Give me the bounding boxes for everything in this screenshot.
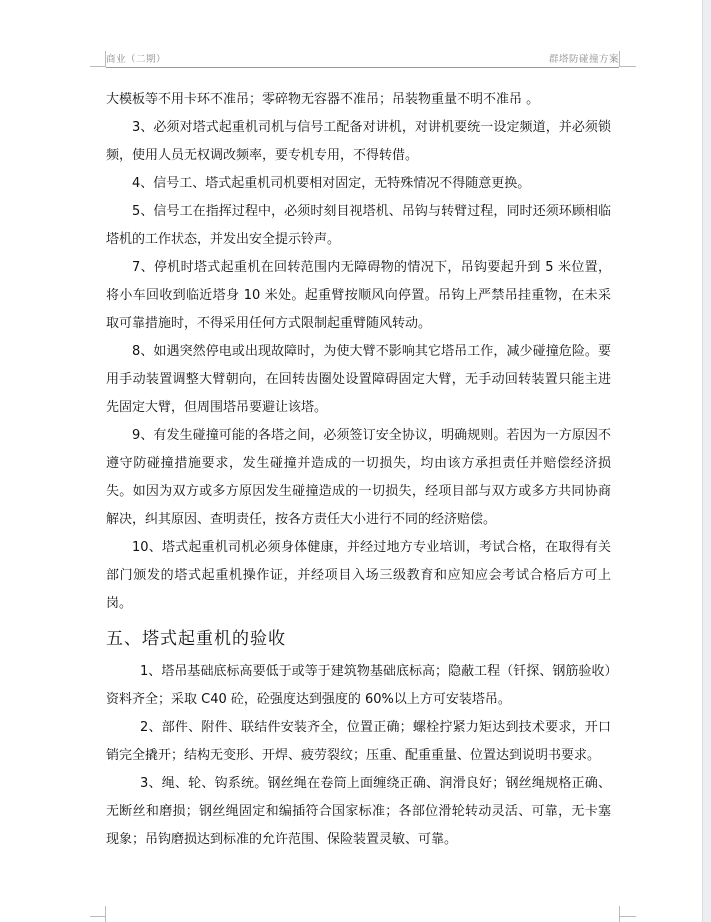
paragraph-item-10: 10、塔式起重机司机必须身体健康，并经过地方专业培训，考试合格，在取得有关部门颁发的塔式起重机操作证，并经项目入场三级教育和应知应会考试合格后方可上岗。 bbox=[106, 540, 611, 611]
paragraph-item-9: 9、有发生碰撞可能的各塔之间，必须签订安全协议，明确规则。若因为一方原因不遵守防碰撞措施要求，发生碰撞并造成的一切损失，均由该方承担责任并赔偿经济损失。如因为双方或多方原因发生碰撞造成的一切损失，经项目部与双方或多方共同协商解决，纠其原因、查明责任，按各方责任大小进行不同的经济赔偿。 bbox=[106, 428, 611, 527]
paragraph-item-7: 7、停机时塔式起重机在回转范围内无障碍物的情况下，吊钩要起升到 5 米位置，将小车回收到临近塔身 10 米处。起重臂按顺风向停置。吊钩上严禁吊挂重物，在未采取可靠措施时，不得采用任何方式限制起重臂随风转动。 bbox=[106, 260, 611, 331]
paragraph-item-5: 5、信号工在指挥过程中，必须时刻目视塔机、吊钩与转臂过程，同时还须环顾相临塔机的工作状态，并发出安全提示铃声。 bbox=[106, 204, 611, 247]
crop-mark-top-right-h bbox=[620, 66, 636, 67]
header-rule bbox=[106, 67, 619, 68]
section-heading: 五、塔式起重机的验收 bbox=[106, 629, 286, 649]
crop-mark-top-left-h bbox=[90, 66, 106, 67]
paragraph-acceptance-1: 1、塔吊基础底标高要低于或等于建筑物基础底标高；隐蔽工程（钎探、钢筋验收）资料齐全；采取 C40 砼，砼强度达到强度的 60%以上方可安装塔吊。 bbox=[106, 664, 611, 707]
paragraph-item-8: 8、如遇突然停电或出现故障时，为使大臂不影响其它塔吊工作，减少碰撞危险。要用手动装置调整大臂朝向，在回转齿圈处设置障碍固定大臂，无手动回转装置只能主进先固定大臂，但周围塔吊要避让该塔。 bbox=[106, 344, 611, 415]
paragraph-item-3: 3、必须对塔式起重机司机与信号工配备对讲机，对讲机要统一设定频道，并必须锁频，使用人员无权调改频率，要专机专用，不得转借。 bbox=[106, 120, 611, 163]
page-header bbox=[106, 48, 619, 66]
document-body bbox=[106, 86, 611, 854]
crop-mark-bottom-left-h bbox=[90, 916, 106, 917]
viewer-scroll-edge bbox=[702, 0, 711, 922]
header-document-title: 群塔防碰撞方案 bbox=[548, 54, 619, 65]
paragraph-continuation: 大模板等不用卡环不准吊；零碎物无容器不准吊；吊装物重量不明不准吊 。 bbox=[106, 92, 540, 107]
crop-mark-bottom-right-h bbox=[620, 916, 636, 917]
crop-mark-top-right-v bbox=[619, 51, 620, 67]
crop-mark-bottom-left-v bbox=[105, 906, 106, 922]
crop-mark-bottom-right-v bbox=[619, 906, 620, 922]
header-project-name: 商业（二期） bbox=[106, 54, 167, 65]
paragraph-item-4: 4、信号工、塔式起重机司机要相对固定，无特殊情况不得随意更换。 bbox=[132, 176, 531, 191]
paragraph-acceptance-2: 2、部件、附件、联结件安装齐全，位置正确；螺栓拧紧力矩达到技术要求，开口销完全撬开；结构无变形、开焊、疲劳裂纹；压重、配重重量、位置达到说明书要求。 bbox=[106, 720, 611, 763]
paragraph-acceptance-3: 3、绳、轮、钩系统。钢丝绳在卷筒上面缠绕正确、润滑良好；钢丝绳规格正确、无断丝和磨损；钢丝绳固定和编插符合国家标准；各部位滑轮转动灵活、可靠，无卡塞现象；吊钩磨损达到标准的允许范围、保险装置灵敏、可靠。 bbox=[106, 776, 611, 847]
